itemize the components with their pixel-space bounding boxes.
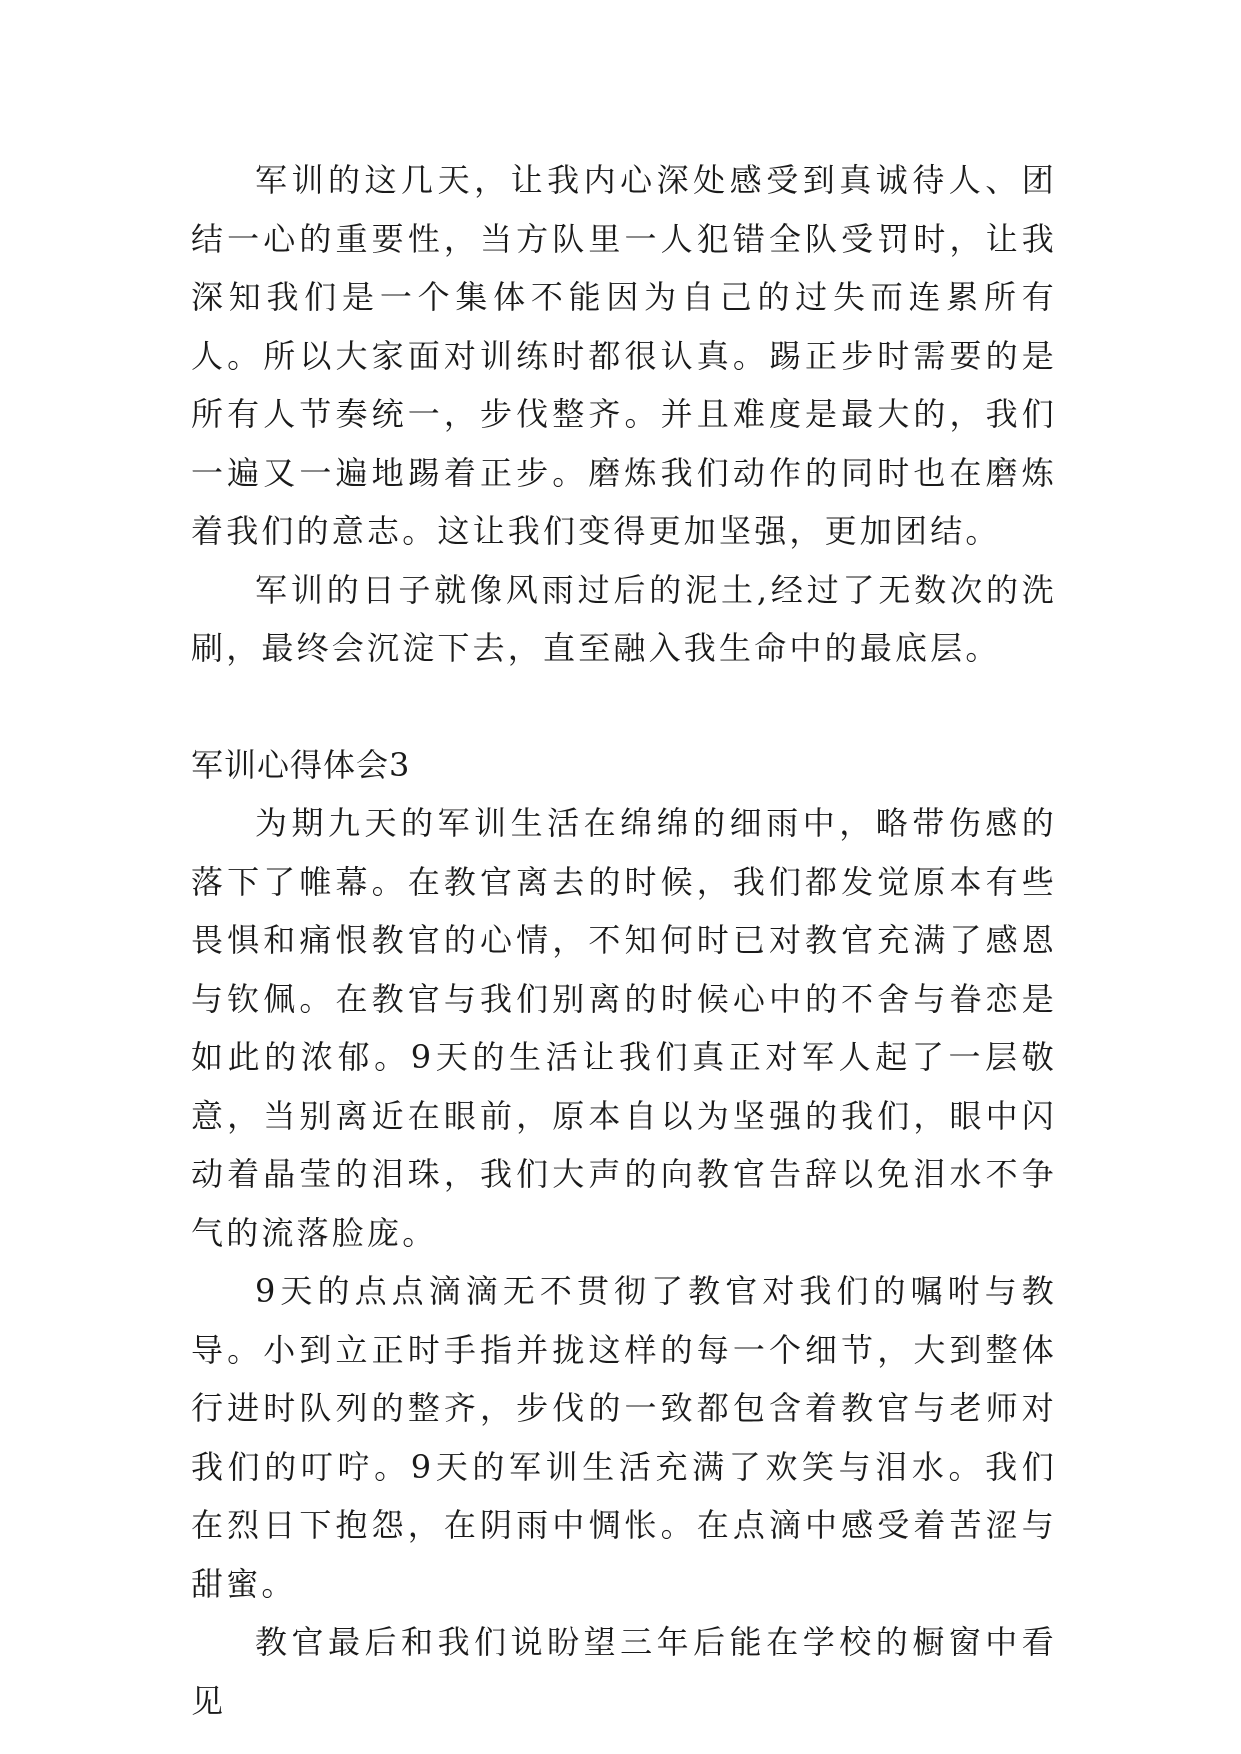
- paragraph: 为期九天的军训生活在绵绵的细雨中，略带伤感的落下了帷幕。在教官离去的时候，我们都发觉原本有些畏惧和痛恨教官的心情，不知何时已对教官充满了感恩与钦佩。在教官与我们别离的时候心中的不舍与眷恋是如此的浓郁。9天的生活让我们真正对军人起了一层敬意，当别离近在眼前，原本自以为坚强的我们，眼中闪动着晶莹的泪珠，我们大声的向教官告辞以免泪水不争气的流落脸庞。: [191, 804, 1057, 1252]
- paragraph: 9天的点点滴滴无不贯彻了教官对我们的嘱咐与教导。小到立正时手指并拢这样的每一个细节，大到整体行进时队列的整齐，步伐的一致都包含着教官与老师对我们的叮咛。9天的军训生活充满了欢笑与泪水。我们在烈日下抱怨，在阴雨中惆怅。在点滴中感受着苦涩与甜蜜。: [191, 1272, 1057, 1603]
- paragraph: 军训的这几天，让我内心深处感受到真诚待人、团结一心的重要性，当方队里一人犯错全队受罚时，让我深知我们是一个集体不能因为自己的过失而连累所有人。所以大家面对训练时都很认真。踢正步时需要的是所有人节奏统一，步伐整齐。并且难度是最大的，我们一遍又一遍地踢着正步。磨炼我们动作的同时也在磨炼着我们的意志。这让我们变得更加坚强，更加团结。: [191, 161, 1057, 550]
- paragraph: 军训的日子就像风雨过后的泥土,经过了无数次的洗刷，最终会沉淀下去，直至融入我生命中的最底层。: [191, 570, 1057, 667]
- section-spacer: [191, 678, 1057, 736]
- section-title: 军训心得体会3: [191, 745, 411, 784]
- document-body: [191, 151, 1057, 1730]
- paragraph: 教官最后和我们说盼望三年后能在学校的橱窗中看见: [191, 1623, 1057, 1720]
